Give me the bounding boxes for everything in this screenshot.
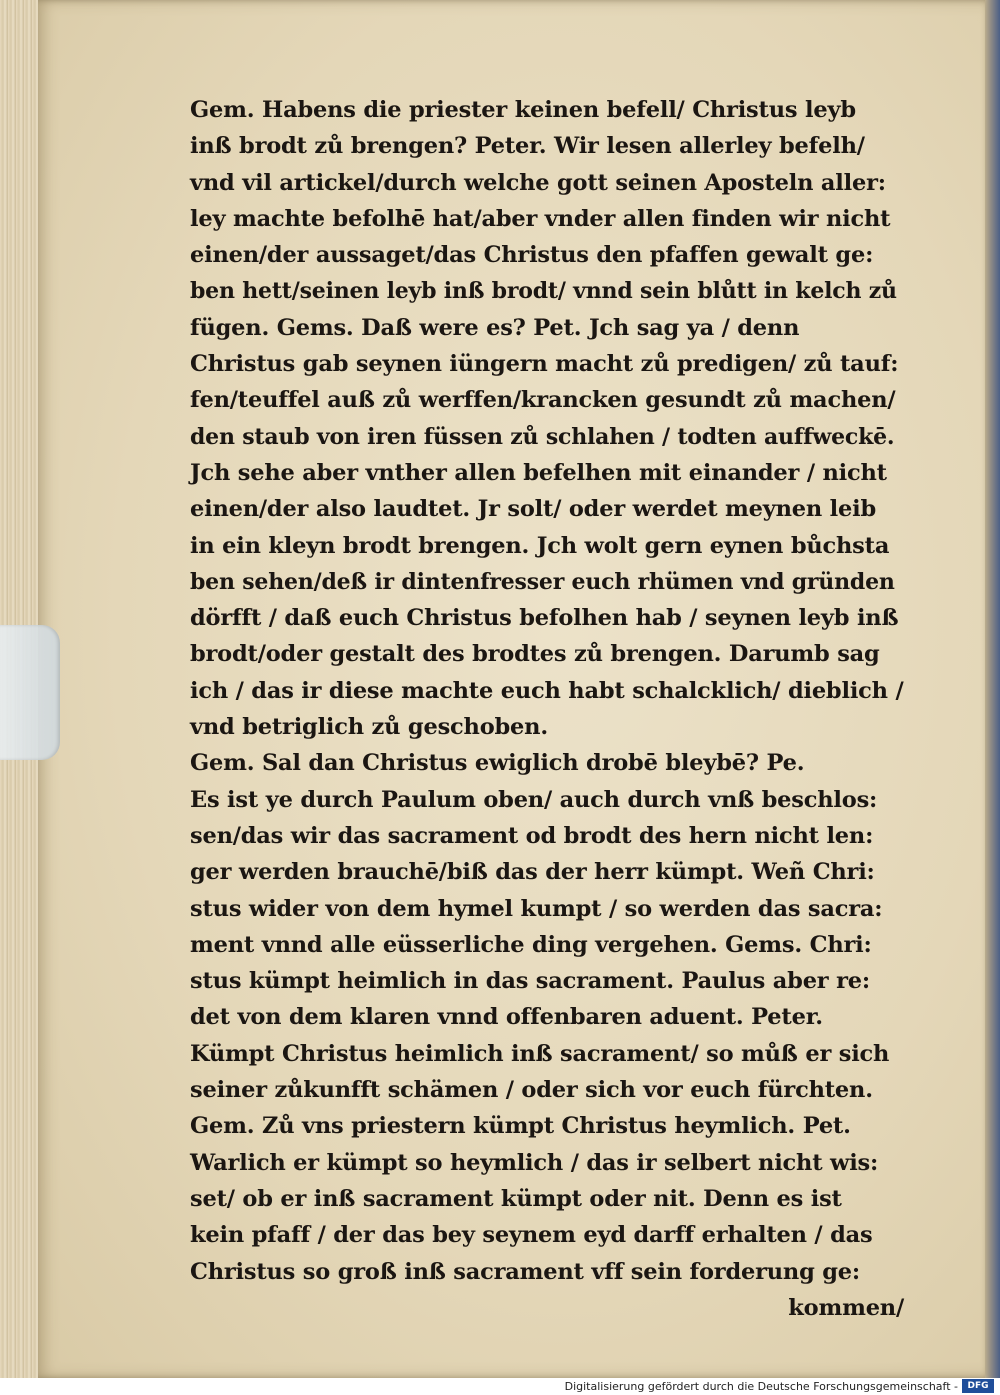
text-line: Warlich er kümpt so heymlich / das ir selbert nicht wis: [190,1149,879,1176]
text-line: ger werden brauchē/biß das der herr kümpt. Weñ Chri: [190,859,875,886]
text-line: dörfft / daß euch Christus befolhen hab / seynen leyb inß [190,605,899,632]
text-line: det von dem klaren vnnd offenbaren aduent. Peter. [190,1004,823,1031]
page-clip [0,625,60,760]
text-line: den staub von iren füssen zů schlahen / todten auffweckē. [190,423,895,450]
text-line: ment vnnd alle eüsserliche ding vergehen. Gems. Chri: [190,931,872,958]
text-line: stus wider von dem hymel kumpt / so werden das sacra: [190,895,883,922]
text-line: fen/teuffel auß zů werffen/krancken gesundt zů machen/ [190,387,896,414]
text-line: stus kümpt heimlich in das sacrament. Paulus aber re: [190,968,870,995]
text-line: Christus so groß inß sacrament vff sein forderung ge: [190,1258,861,1285]
catchword: kommen/ [788,1294,904,1321]
text-block [190,92,910,1326]
text-line: ben sehen/deß ir dintenfresser euch rhümen vnd gründen [190,568,895,595]
page-right-edge [985,0,1000,1378]
text-line: ben hett/seinen leyb inß brodt/ vnnd sein blůtt in kelch zů [190,278,897,305]
text-line: seiner zůkunfft schämen / oder sich vor euch fürchten. [190,1077,873,1104]
text-line: kein pfaff / der das bey seynem eyd darff erhalten / das [190,1222,873,1249]
funding-credit: Digitalisierung gefördert durch die Deutsche Forschungsgemeinschaft - [564,1380,958,1393]
text-line: inß brodt zů brengen? Peter. Wir lesen allerley befelh/ [190,133,865,160]
text-line: einen/der also laudtet. Jr solt/ oder werdet meynen leib [190,496,877,523]
dfg-logo: DFG [962,1379,994,1393]
text-line: set/ ob er inß sacrament kümpt oder nit. Denn es ist [190,1185,842,1212]
text-line: in ein kleyn brodt brengen. Jch wolt gern eynen bůchsta [190,532,890,559]
text-line: vnd vil artickel/durch welche gott seinen Aposteln aller: [190,169,886,196]
text-line: einen/der aussaget/das Christus den pfaffen gewalt ge: [190,242,874,269]
text-line: Kümpt Christus heimlich inß sacrament/ so můß er sich [190,1040,890,1067]
text-line: Jch sehe aber vnther allen befelhen mit einander / nicht [190,459,887,486]
text-line: Gem. Habens die priester keinen befell/ Christus leyb [190,97,856,123]
text-line: Es ist ye durch Paulum oben/ auch durch vnß beschlos: [190,786,878,813]
text-line: ich / das ir diese machte euch habt schalcklich/ dieblich / [190,677,904,704]
text-line: brodt/oder gestalt des brodtes zů brengen. Darumb sag [190,641,880,668]
text-line: vnd betriglich zů geschoben. [190,714,548,741]
text-line: ley machte befolhē hat/aber vnder allen finden wir nicht [190,205,891,232]
text-line: Gem. Zů vns priestern kümpt Christus heymlich. Pet. [190,1113,851,1140]
text-line: fügen. Gems. Daß were es? Pet. Jch sag ya / denn [190,314,800,341]
text-line: Christus gab seynen iüngern macht zů predigen/ zů tauf: [190,351,899,378]
text-line: Gem. Sal dan Christus ewiglich drobē bleybē? Pe. [190,750,805,777]
text-line: sen/das wir das sacrament od brodt des hern nicht len: [190,822,874,849]
